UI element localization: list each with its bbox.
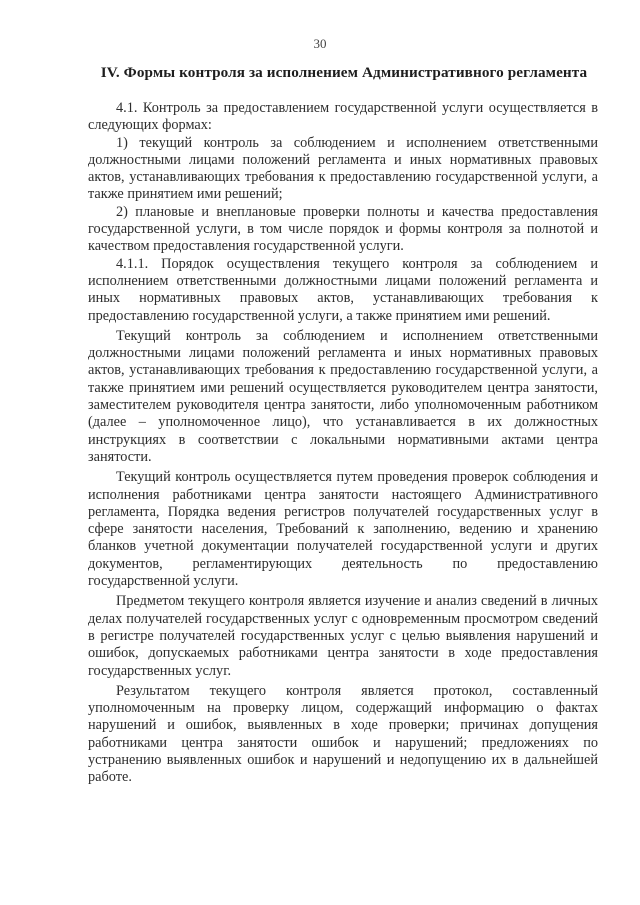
paragraph-4-1-1: 4.1.1. Порядок осуществления текущего контроля за соблюдением и исполнением ответственными должностными лицами положений регламента и иных нормативных правовых актов, устанавливающих требования к предоставлению государственной услуги, а также принятием ими решений. xyxy=(88,255,598,324)
page-number: 30 xyxy=(313,36,327,51)
paragraph-current-control: Текущий контроль за соблюдением и исполнением ответственными должностными лицами положений регламента и иных нормативных правовых актов, устанавливающих требования к предоставлению государственной услуги, а также принятием ими решений осуществляется руководителем центра занятости, заместителем руководителя центра занятости, либо уполномоченным работником (далее – уполномоченное лицо), что устанавливается в их должностных инструкциях в соответствии с локальными нормативными актами центра занятости. xyxy=(88,327,598,465)
section-heading: IV. Формы контроля за исполнением Административного регламента xyxy=(100,64,588,81)
paragraph-control-method: Текущий контроль осуществляется путем проведения проверок соблюдения и исполнения работниками центра занятости настоящего Административного регламента, Порядка ведения регистров получателей государственных услуг в сфере занятости населения, Требований к заполнению, ведению и хранению бланков учетной документации получателей государственной услуги и других документов, регламентирующих деятельность по предоставлению государственной услуги. xyxy=(88,469,598,590)
paragraph-control-subject: Предметом текущего контроля является изучение и анализ сведений в личных делах получателей государственных услуг с одновременным просмотром сведений в регистре получателей государственных услуг с целью выявления нарушений и ошибок, допускаемых работниками центра занятости в ходе предоставления государственных услуг. xyxy=(88,593,598,679)
paragraph-control-result: Результатом текущего контроля является протокол, составленный уполномоченным на проверку лицом, содержащий информацию о фактах нарушений и ошибок, выявленных в ходе проверки; причинах допущения работниками центра занятости ошибок и нарушений; предложениях по устранению выявленных ошибок и нарушений и недопущению их в дальнейшей работе. xyxy=(88,682,598,786)
paragraph-4-1: 4.1. Контроль за предоставлением государственной услуги осуществляется в следующих формах: xyxy=(88,100,598,134)
list-item-2: 2) плановые и внеплановые проверки полноты и качества предоставления государственной услуги, в том числе порядок и формы контроля за полнотой и качеством предоставления государственной услуги. xyxy=(88,203,598,255)
body-text xyxy=(88,100,598,787)
list-item-1: 1) текущий контроль за соблюдением и исполнением ответственными должностными лицами положений регламента и иных нормативных правовых актов, устанавливающих требования к предоставлению государственной услуги, а также принятием ими решений; xyxy=(88,134,598,203)
